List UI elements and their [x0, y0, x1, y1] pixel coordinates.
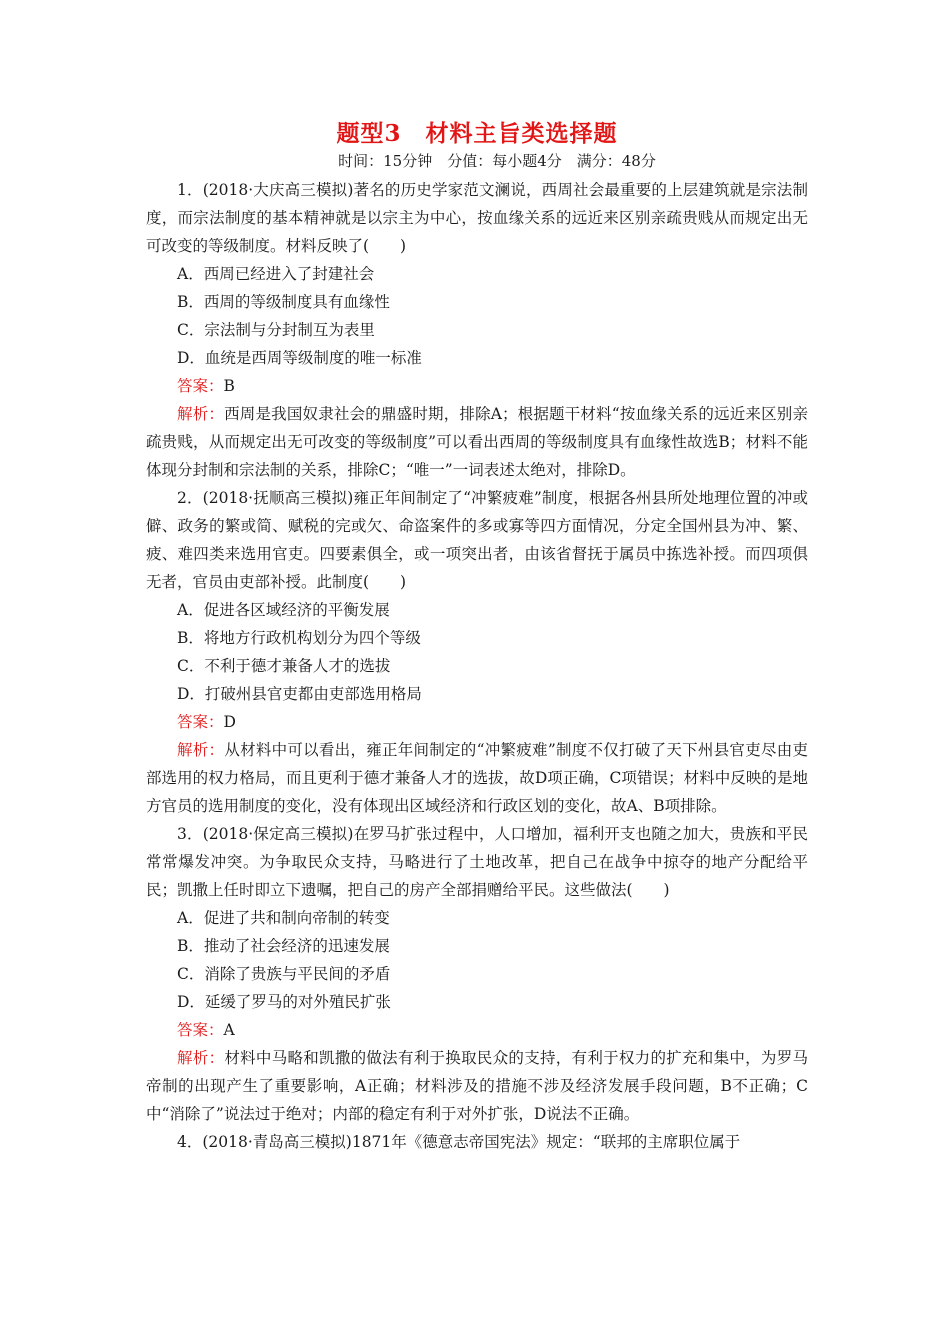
explanation-label: 解析：	[177, 741, 225, 759]
explanation-label: 解析：	[177, 405, 225, 423]
explanation-text: 西周是我国奴隶社会的鼎盛时期，排除A；根据题干材料“按血缘关系的远近来区别亲疏贵贱，从而规定出无可改变的等级制度”可以看出西周的等级制度具有血缘性故选B；材料不能体现分封制和宗法制的关系，排除C；“唯一”一词表述太绝对，排除D。	[146, 405, 808, 479]
answer-label: 答案：	[177, 377, 224, 395]
exam-meta: 时间：15分钟 分值：每小题4分 满分：48分	[338, 152, 656, 170]
option-a: A．西周已经进入了封建社会	[177, 265, 375, 283]
explanation-label: 解析：	[177, 1049, 225, 1067]
answer-line	[146, 708, 808, 736]
option-c: C．宗法制与分封制互为表里	[177, 321, 375, 339]
option-b: B．西周的等级制度具有血缘性	[177, 293, 390, 311]
question-2	[146, 484, 808, 820]
question-1	[146, 176, 808, 484]
option-b: B．将地方行政机构划分为四个等级	[177, 629, 421, 647]
option-d: D．血统是西周等级制度的唯一标准	[177, 349, 422, 367]
explanation	[146, 1044, 808, 1128]
question-4	[146, 1128, 808, 1156]
option-a: A．促进了共和制向帝制的转变	[177, 909, 390, 927]
option-d: D．延缓了罗马的对外殖民扩张	[177, 993, 391, 1011]
answer-value: A	[223, 1021, 235, 1039]
option-b: B．推动了社会经济的迅速发展	[177, 937, 390, 955]
question-stem: 4．(2018·青岛高三模拟)1871年《德意志帝国宪法》规定：“联邦的主席职位属于	[177, 1133, 741, 1151]
explanation-text: 从材料中可以看出，雍正年间制定的“冲繁疲难”制度不仅打破了天下州县官吏尽由吏部选用的权力格局，而且更利于德才兼备人才的选拔，故D项正确，C项错误；材料中反映的是地方官员的选用制度的变化，没有体现出区域经济和行政区划的变化，故A、B项排除。	[146, 741, 808, 815]
option-d: D．打破州县官吏都由吏部选用格局	[177, 685, 422, 703]
document-page	[146, 118, 808, 1156]
answer-value: D	[223, 713, 236, 731]
explanation	[146, 400, 808, 484]
answer-line	[146, 372, 808, 400]
question-3	[146, 820, 808, 1128]
explanation	[146, 736, 808, 820]
answer-label: 答案：	[177, 713, 224, 731]
option-c: C．不利于德才兼备人才的选拔	[177, 657, 391, 675]
page-title: 题型3 材料主旨类选择题	[336, 120, 618, 147]
option-a: A．促进各区域经济的平衡发展	[177, 601, 390, 619]
answer-value: B	[223, 377, 235, 395]
explanation-text: 材料中马略和凯撒的做法有利于换取民众的支持，有利于权力的扩充和集中，为罗马帝制的出现产生了重要影响，A正确；材料涉及的措施不涉及经济发展手段问题，B不正确；C中“消除了”说法过于绝对；内部的稳定有利于对外扩张，D说法不正确。	[146, 1049, 808, 1123]
question-stem: 3．(2018·保定高三模拟)在罗马扩张过程中，人口增加，福利开支也随之加大，贵族和平民常常爆发冲突。为争取民众支持，马略进行了土地改革，把自己在战争中掠夺的地产分配给平民；凯撒上任时即立下遗嘱，把自己的房产全部捐赠给平民。这些做法( )	[146, 825, 808, 899]
question-stem: 1．(2018·大庆高三模拟)著名的历史学家范文澜说，西周社会最重要的上层建筑就是宗法制度，而宗法制度的基本精神就是以宗主为中心，按血缘关系的远近来区别亲疏贵贱从而规定出无可改变的等级制度。材料反映了( )	[146, 181, 808, 255]
answer-line	[146, 1016, 808, 1044]
answer-label: 答案：	[177, 1021, 224, 1039]
question-stem: 2．(2018·抚顺高三模拟)雍正年间制定了“冲繁疲难”制度，根据各州县所处地理位置的冲或僻、政务的繁或简、赋税的完或欠、命盗案件的多或寡等四方面情况，分定全国州县为冲、繁、疲、难四类来选用官吏。四要素俱全，或一项突出者，由该省督抚于属员中拣选补授。而四项俱无者，官员由吏部补授。此制度( )	[146, 489, 808, 591]
option-c: C．消除了贵族与平民间的矛盾	[177, 965, 391, 983]
